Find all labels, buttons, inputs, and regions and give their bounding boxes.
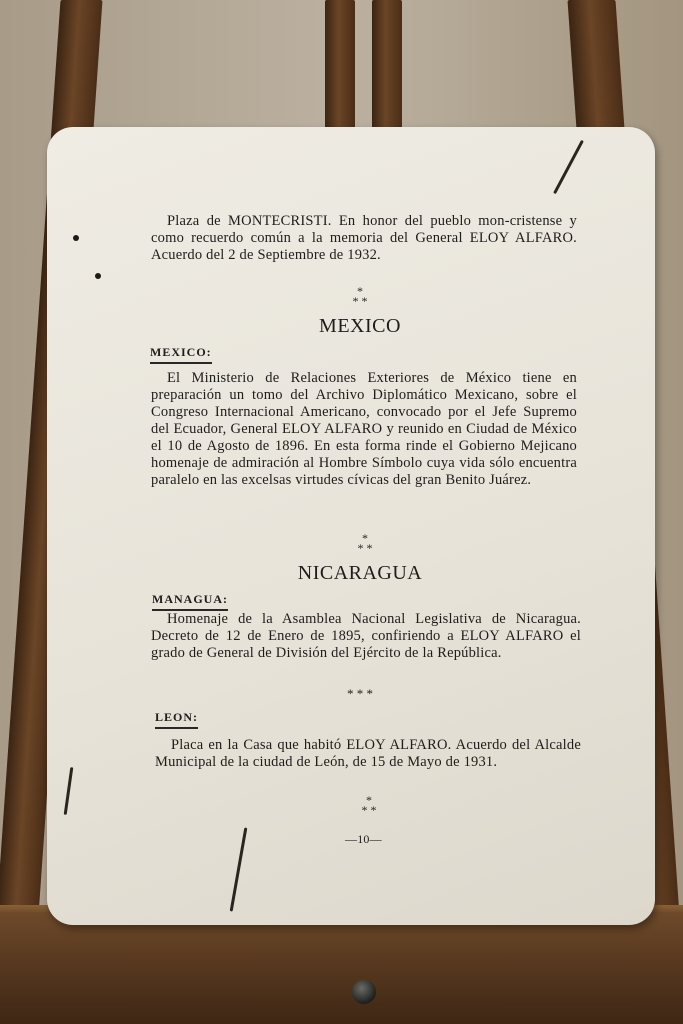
mexico-heading: MEXICO	[319, 315, 401, 337]
ink-spot	[95, 273, 101, 279]
easel-center-post-right	[372, 0, 402, 135]
managua-label: MANAGUA:	[152, 592, 228, 611]
managua-paragraph: Homenaje de la Asamblea Nacional Legislativa de Nicaragua. Decreto de 12 de Enero de 1895, confiriendo a ELOY ALFARO el grado de General de División del Ejército de la República.	[151, 611, 581, 661]
crack-mark	[230, 827, 248, 911]
mexico-paragraph: El Ministerio de Relaciones Exteriores de México tiene en preparación un tomo del Archivo Diplomático Mexicano, sobre el Congreso Internacional Americano, convocado por el Jefe Supremo del Ecuador, General ELOY ALFARO y reunido en Ciudad de México el 10 de Agosto de 1896. En esta forma rinde el Gobierno Mejicano homenaje de admiración al Hombre Símbolo cuya vida sólo encuentra paralelo en las excelsas virtudes cívicas del gran Benito Juárez.	[151, 370, 577, 488]
mexico-label: MEXICO:	[150, 345, 212, 364]
leon-paragraph: Placa en la Casa que habitó ELOY ALFARO. Acuerdo del Alcalde Municipal de la ciudad de León, de 15 de Mayo de 1931.	[155, 737, 581, 770]
ink-spot	[73, 235, 79, 241]
separator-three-stars: * * *	[347, 686, 373, 701]
easel-center-post-left	[325, 0, 355, 135]
nicaragua-heading: NICARAGUA	[297, 562, 423, 584]
easel-knob	[352, 980, 376, 1004]
easel-shelf	[0, 912, 683, 1024]
intro-paragraph: Plaza de MONTECRISTI. En honor del pueblo mon-cristense y como recuerdo común a la memoria del General ELOY ALFARO. Acuerdo del 2 de Septiembre de 1932.	[151, 213, 577, 263]
page-number: —10—	[345, 832, 382, 846]
section-separator-stars: * * *	[357, 531, 373, 555]
printed-card	[47, 127, 655, 925]
section-separator-stars: * * *	[352, 284, 368, 308]
crack-mark	[553, 140, 584, 194]
crack-mark	[64, 767, 74, 815]
leon-label: LEON:	[155, 710, 198, 729]
section-separator-stars: * * *	[361, 793, 377, 817]
